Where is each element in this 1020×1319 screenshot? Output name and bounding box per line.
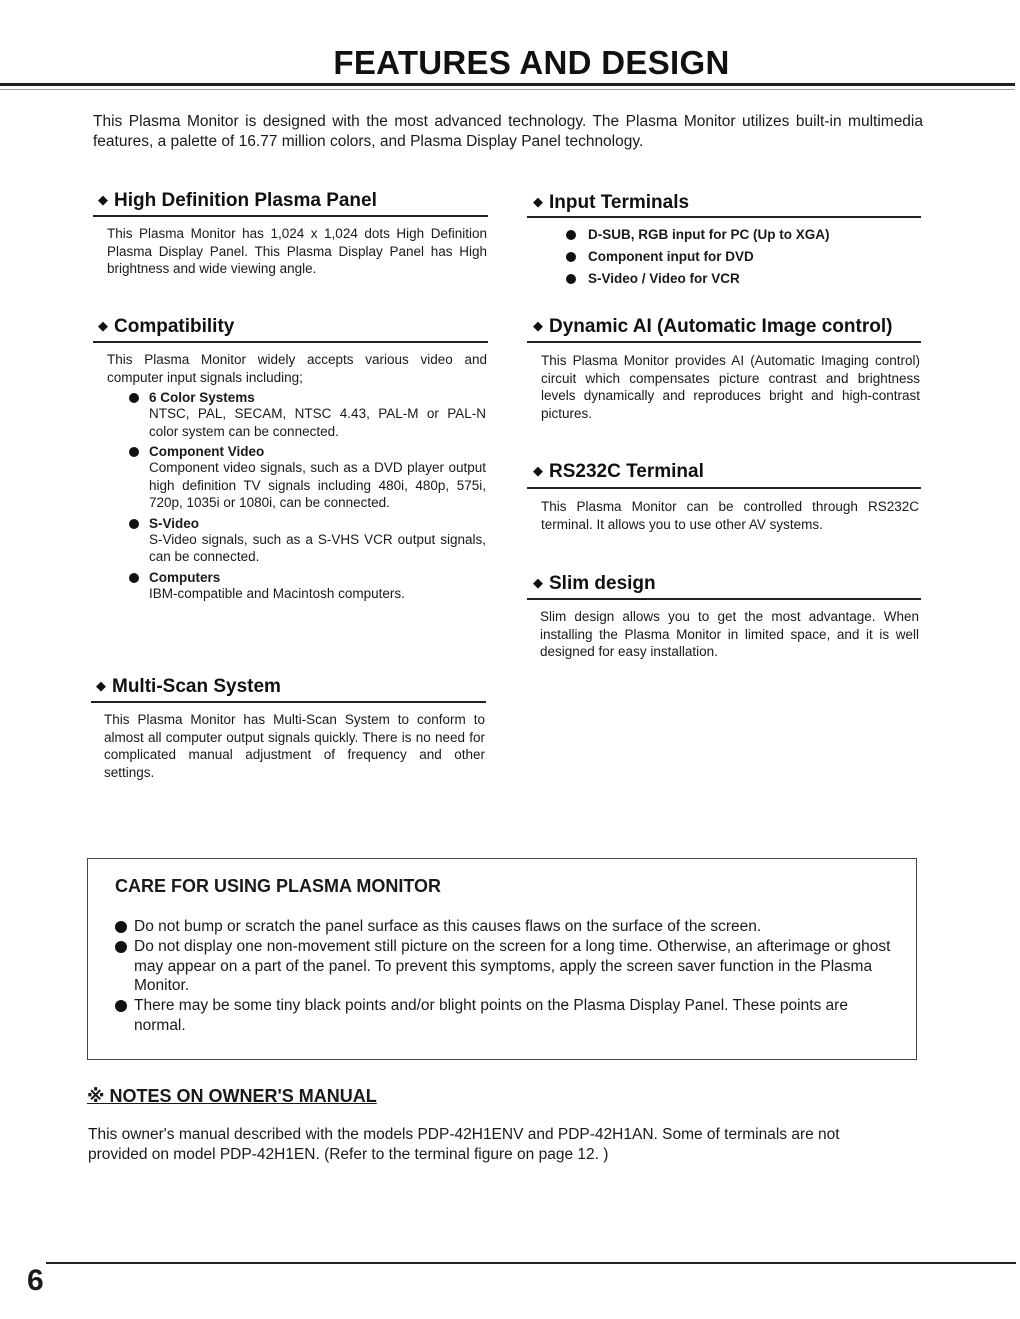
list-item-title: Computers (149, 569, 221, 585)
section-heading-rs232 (533, 461, 704, 483)
section-heading-dynamic (533, 316, 892, 338)
diamond-icon: ◆ (533, 318, 543, 333)
list-item-desc: Component video signals, such as a DVD player output high definition TV signals including 480i, 480p, 575i, 720p, 1035i or 1080i, can be connected. (149, 460, 486, 510)
list-item (566, 224, 916, 246)
list-item (115, 937, 895, 996)
bullet-dot-icon (115, 941, 127, 953)
list-item (566, 246, 916, 268)
bullet-dot-icon (129, 519, 139, 529)
bullet-dot-icon (566, 252, 576, 262)
section-rule (527, 216, 921, 218)
section-body-compat: This Plasma Monitor widely accepts various video and computer input signals including; (107, 352, 487, 385)
intro-paragraph: This Plasma Monitor is designed with the most advanced technology. The Plasma Monitor utilizes built-in multimedia features, a palette of 16.77 million colors, and Plasma Display Panel technology. (93, 113, 923, 150)
list-item (129, 516, 486, 566)
bullet-dot-icon (129, 447, 139, 457)
section-rule (91, 701, 486, 703)
diamond-icon: ◆ (533, 194, 543, 209)
diamond-icon: ◆ (533, 463, 543, 478)
list-item-text: Do not display one non-movement still picture on the screen for a long time. Otherwise, an afterimage or ghost may appear on a part of the panel. To prevent this symptoms, apply the screen saver function in the Plasma Monitor. (134, 937, 891, 995)
section-heading-rs232-text: RS232C Terminal (549, 461, 704, 482)
section-heading-multiscan-text: Multi-Scan System (112, 676, 281, 697)
bullet-dot-icon (115, 921, 127, 933)
bullet-dot-icon (566, 230, 576, 240)
list-item-title: S-Video (149, 515, 200, 531)
diamond-icon: ◆ (98, 318, 108, 333)
section-heading-slim (533, 573, 656, 595)
footer-rule (46, 1262, 1016, 1264)
care-list (115, 917, 895, 1036)
section-rule (93, 215, 488, 217)
list-item (566, 268, 916, 290)
notes-heading: ※ NOTES ON OWNER'S MANUAL (87, 1086, 377, 1106)
section-heading-compat-text: Compatibility (114, 316, 235, 337)
page-title: FEATURES AND DESIGN (333, 44, 730, 81)
list-item (115, 996, 895, 1036)
section-heading-multiscan (96, 676, 281, 698)
page-number: 6 (27, 1264, 44, 1297)
bullet-dot-icon (129, 573, 139, 583)
bullet-dot-icon (566, 274, 576, 284)
section-heading-hd (98, 190, 377, 212)
list-item-desc: IBM-compatible and Macintosh computers. (149, 585, 405, 601)
list-item (115, 917, 895, 937)
compat-list (129, 390, 486, 602)
section-rule (527, 598, 921, 600)
list-item-desc: NTSC, PAL, SECAM, NTSC 4.43, PAL-M or PAL-N color system can be connected. (149, 406, 486, 439)
care-title: CARE FOR USING PLASMA MONITOR (115, 876, 442, 896)
diamond-icon: ◆ (533, 575, 543, 590)
section-body-multiscan: This Plasma Monitor has Multi-Scan System to conform to almost all computer output signals quickly. There is no need for complicated manual adjustment of frequency and other settings. (104, 712, 485, 780)
list-item-desc: S-Video signals, such as a S-VHS VCR output signals, can be connected. (149, 531, 486, 564)
list-item-text: Do not bump or scratch the panel surface as this causes flaws on the surface of the screen. (134, 918, 762, 935)
list-item-title: Component Video (149, 444, 265, 459)
section-heading-compat (98, 316, 234, 338)
section-body-rs232: This Plasma Monitor can be controlled through RS232C terminal. It allows you to use other AV systems. (541, 499, 919, 532)
list-item-title: 6 Color Systems (149, 390, 255, 405)
section-rule (527, 341, 921, 343)
section-rule (527, 487, 921, 489)
section-heading-inputs (533, 192, 689, 214)
input-terminals-list (566, 224, 916, 290)
section-rule (93, 341, 488, 343)
list-item-text: D-SUB, RGB input for PC (Up to XGA) (588, 227, 830, 242)
section-heading-inputs-text: Input Terminals (549, 192, 690, 213)
notes-body: This owner's manual described with the models PDP-42H1ENV and PDP-42H1AN. Some of terminals are not provided on model PDP-42H1EN. (Refer to the terminal figure on page 12. ) (88, 1126, 840, 1163)
list-item (129, 570, 486, 603)
list-item (129, 444, 486, 512)
section-heading-slim-text: Slim design (549, 573, 656, 594)
title-rule-thin (0, 89, 1015, 90)
list-item-text: Component input for DVD (588, 249, 754, 264)
title-rule (0, 83, 1015, 86)
section-heading-dynamic-text: Dynamic AI (Automatic Image control) (549, 316, 893, 337)
bullet-dot-icon (129, 393, 139, 403)
section-body-slim: Slim design allows you to get the most advantage. When installing the Plasma Monitor in limited space, and it is well designed for easy installation. (540, 609, 919, 659)
section-body-dynamic: This Plasma Monitor provides AI (Automatic Imaging control) circuit which compensates picture contrast and brightness levels dynamically and reproduces bright and high-contrast pictures. (541, 353, 920, 421)
bullet-dot-icon (115, 1000, 127, 1012)
list-item (129, 390, 486, 440)
list-item-text: S-Video / Video for VCR (588, 271, 740, 286)
diamond-icon: ◆ (98, 192, 108, 207)
diamond-icon: ◆ (96, 678, 106, 693)
list-item-text: There may be some tiny black points and/or blight points on the Plasma Display Panel. These points are normal. (134, 997, 848, 1034)
section-heading-hd-text: High Definition Plasma Panel (114, 190, 377, 211)
section-body-hd: This Plasma Monitor has 1,024 x 1,024 dots High Definition Plasma Display Panel. This Plasma Display Panel has High brightness and wide viewing angle. (107, 226, 487, 276)
